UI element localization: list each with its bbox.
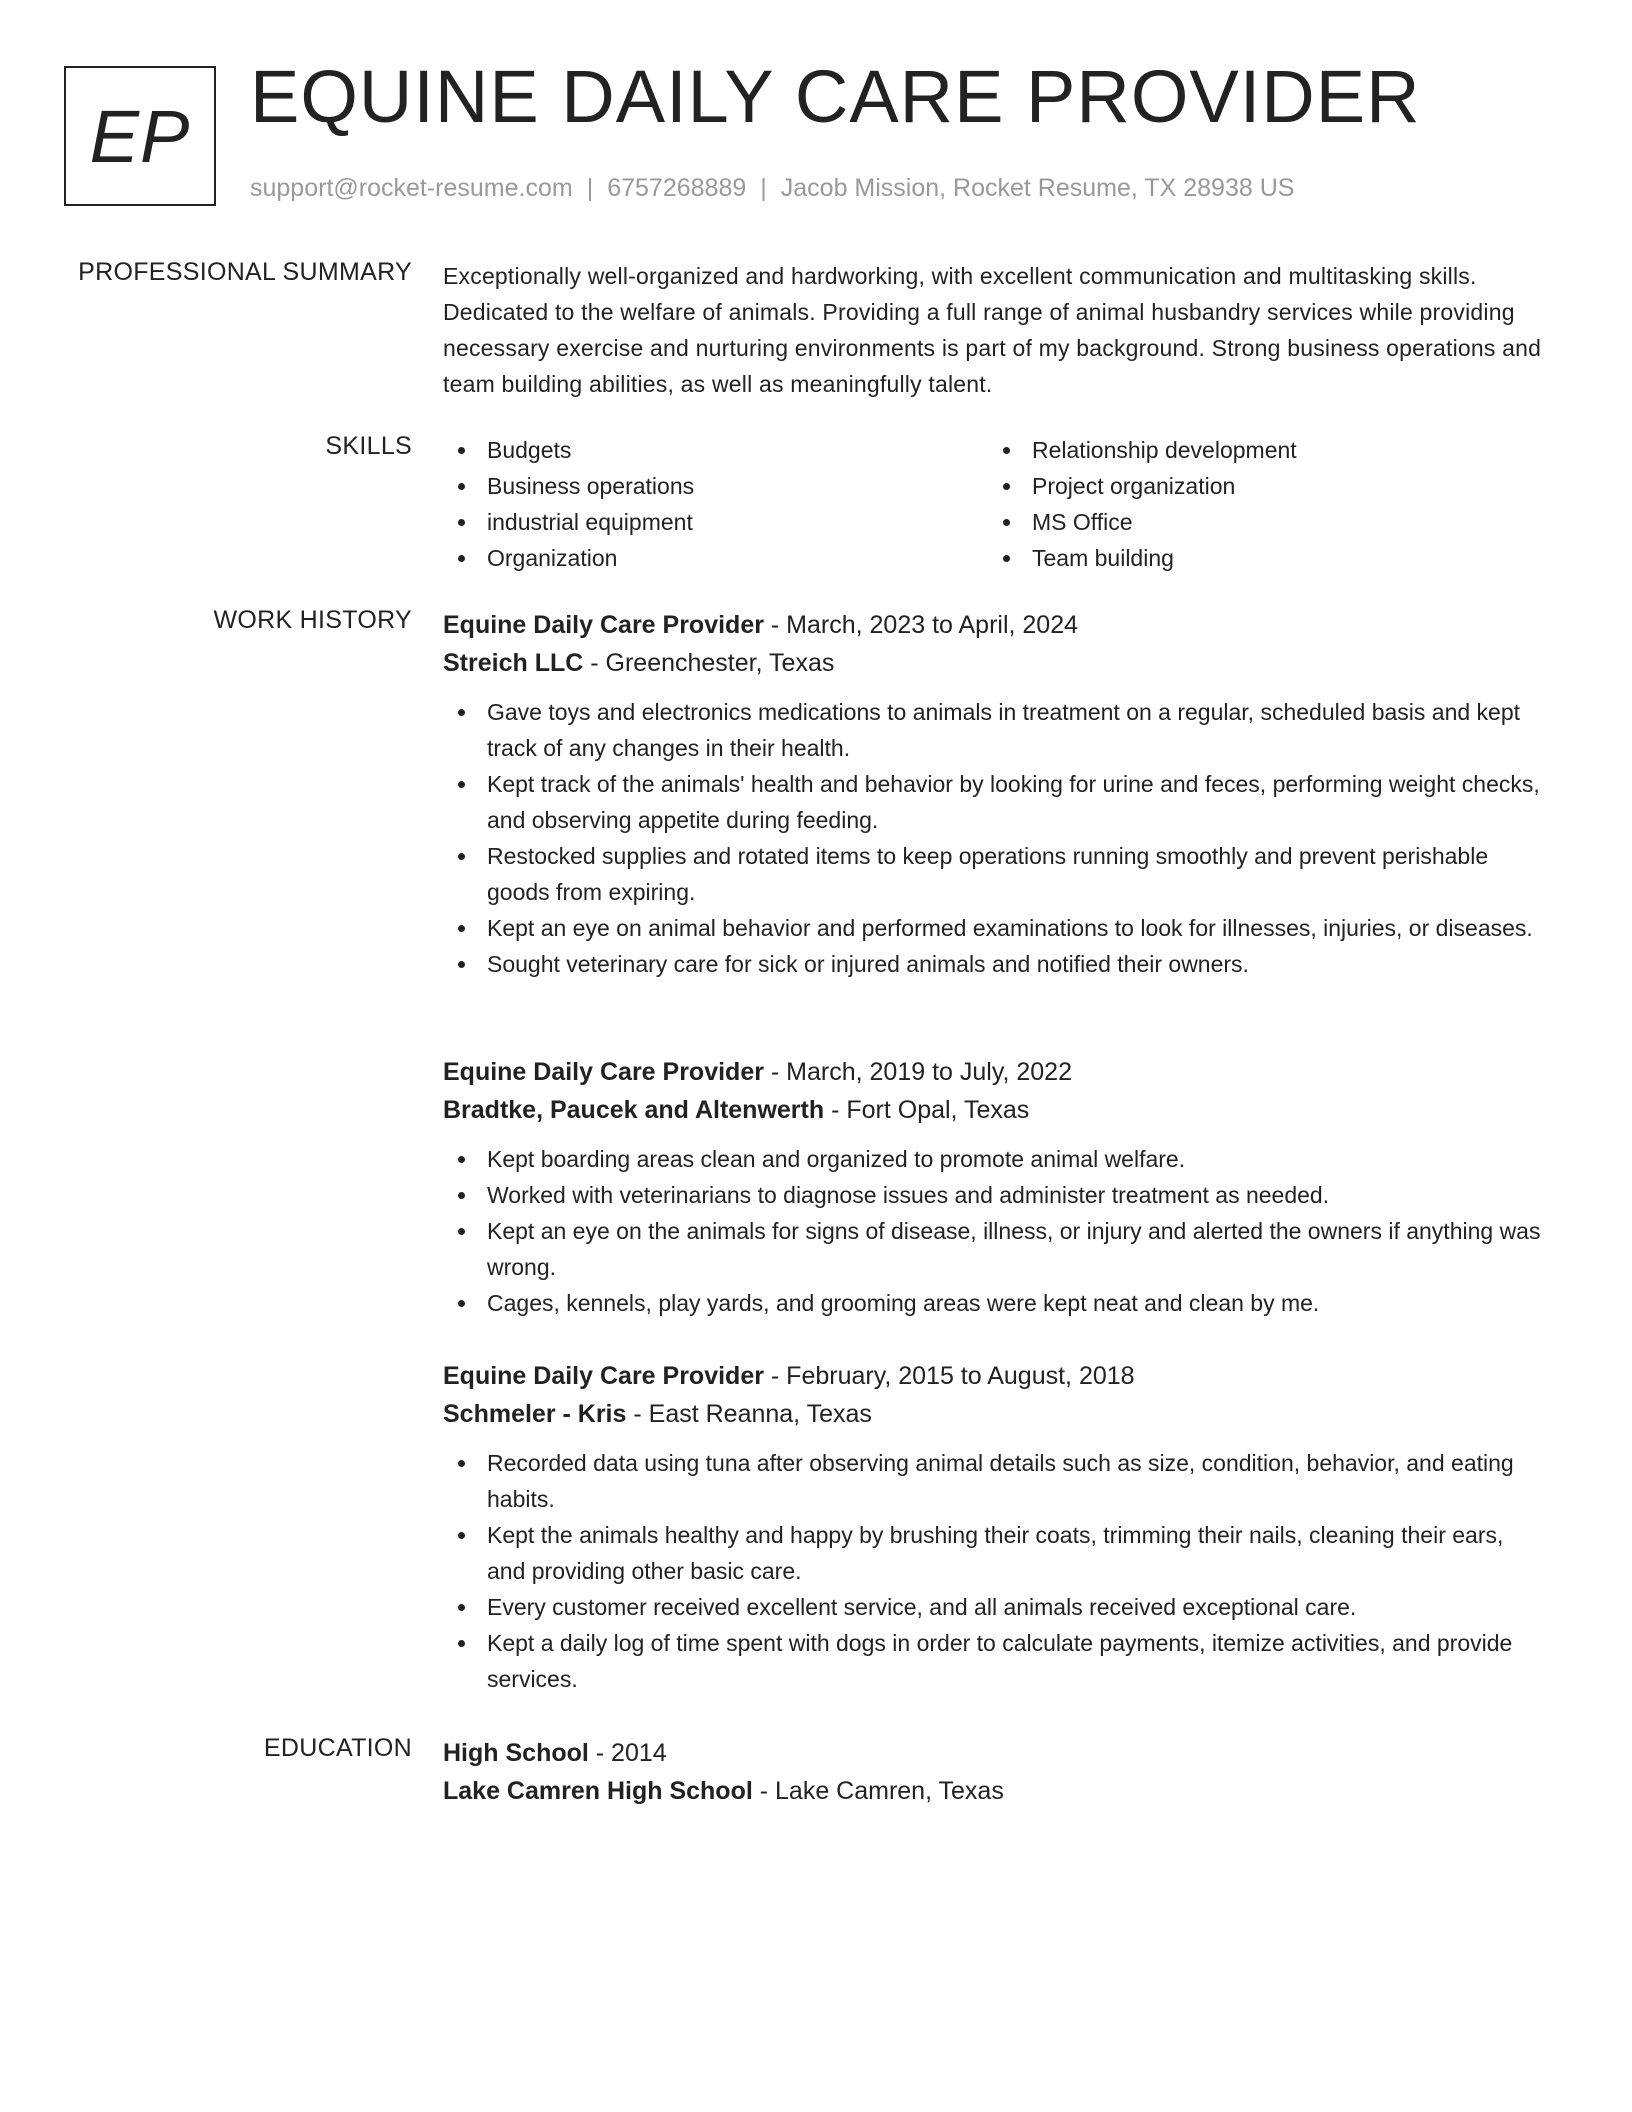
- skill-item: [988, 540, 1533, 576]
- contact-address: Jacob Mission, Rocket Resume, TX 28938 US: [780, 174, 1295, 202]
- contact-separator: |: [760, 174, 767, 202]
- job-title-line: [443, 606, 1543, 644]
- bullet-dot: [458, 709, 465, 716]
- job-bullet: [443, 1177, 1543, 1213]
- skills-grid: [443, 432, 1543, 576]
- job-entry: [443, 606, 1543, 982]
- bullet-text: Kept the animals healthy and happy by brushing their coats, trimming their nails, cleaning their ears, and providing other basic care.: [487, 1522, 1504, 1584]
- bullet-dot: [458, 555, 465, 562]
- job-bullet: [443, 766, 1543, 838]
- skill-item: [988, 468, 1533, 504]
- school-line: [443, 1772, 1543, 1810]
- work-history-heading: WORK HISTORY: [213, 606, 412, 634]
- bullet-dot: [458, 1604, 465, 1611]
- job-entry: [443, 1053, 1543, 1321]
- bullet-dot: [458, 1640, 465, 1647]
- bullet-dot: [1003, 555, 1010, 562]
- company-line: [443, 1091, 1543, 1129]
- skill-text: MS Office: [1032, 509, 1133, 535]
- skills-column-right: [988, 432, 1533, 576]
- bullet-text: Gave toys and electronics medications to animals in treatment on a regular, scheduled basis and kept track of any changes in their health.: [487, 699, 1521, 761]
- bullet-dot: [458, 925, 465, 932]
- skill-text: Team building: [1032, 545, 1174, 571]
- job-bullet: [443, 1213, 1543, 1285]
- bullet-dot: [458, 1192, 465, 1199]
- bullet-text: Sought veterinary care for sick or injured animals and notified their owners.: [487, 951, 1249, 977]
- job-title: Equine Daily Care Provider: [443, 611, 764, 639]
- job-bullet: [443, 1285, 1543, 1321]
- job-bullets: [443, 694, 1543, 982]
- job-title: Equine Daily Care Provider: [443, 1058, 764, 1086]
- summary-heading: PROFESSIONAL SUMMARY: [78, 258, 412, 286]
- contact-line: [250, 174, 1294, 203]
- bullet-dot: [458, 781, 465, 788]
- job-entry: [443, 1357, 1543, 1697]
- bullet-text: Kept a daily log of time spent with dogs in order to calculate payments, itemize activities, and provide services.: [487, 1630, 1513, 1692]
- monogram-box: [64, 66, 216, 206]
- skill-text: Organization: [487, 545, 618, 571]
- bullet-text: Restocked supplies and rotated items to keep operations running smoothly and prevent perishable goods from expiring.: [487, 843, 1489, 905]
- skill-item: [443, 540, 988, 576]
- job-bullet: [443, 838, 1543, 910]
- job-bullet: [443, 694, 1543, 766]
- job-bullet: [443, 910, 1543, 946]
- summary-body: [443, 258, 1543, 402]
- contact-email[interactable]: support@rocket-resume.com: [250, 174, 573, 202]
- bullet-dot: [1003, 447, 1010, 454]
- job-dates: - February, 2015 to August, 2018: [763, 1362, 1135, 1390]
- company-location: - Greenchester, Texas: [583, 649, 835, 677]
- job-bullet: [443, 1141, 1543, 1177]
- bullet-dot: [458, 519, 465, 526]
- job-bullet: [443, 1589, 1543, 1625]
- bullet-text: Every customer received excellent service, and all animals received exceptional care.: [487, 1594, 1357, 1620]
- bullet-dot: [458, 853, 465, 860]
- bullet-dot: [1003, 519, 1010, 526]
- bullet-dot: [1003, 483, 1010, 490]
- degree: High School: [443, 1739, 589, 1767]
- job-bullet: [443, 946, 1543, 982]
- bullet-dot: [458, 1300, 465, 1307]
- resume-title: EQUINE DAILY CARE PROVIDER: [250, 55, 1421, 138]
- bullet-text: Kept an eye on the animals for signs of disease, illness, or injury and alerted the owners if anything was wrong.: [487, 1218, 1541, 1280]
- company-location: - East Reanna, Texas: [626, 1400, 872, 1428]
- job-title-line: [443, 1053, 1543, 1091]
- education-body: [443, 1734, 1543, 1822]
- skill-item: [443, 468, 988, 504]
- bullet-text: Recorded data using tuna after observing animal details such as size, condition, behavior, and eating habits.: [487, 1450, 1514, 1512]
- job-dates: - March, 2023 to April, 2024: [763, 611, 1079, 639]
- bullet-dot: [458, 961, 465, 968]
- job-title: Equine Daily Care Provider: [443, 1362, 764, 1390]
- company-name: Streich LLC: [443, 649, 584, 677]
- job-bullet: [443, 1625, 1543, 1697]
- bullet-dot: [458, 447, 465, 454]
- skill-text: Budgets: [487, 437, 572, 463]
- bullet-text: Kept an eye on animal behavior and performed examinations to look for illnesses, injuries, or diseases.: [487, 915, 1533, 941]
- skill-text: Business operations: [487, 473, 695, 499]
- bullet-text: Cages, kennels, play yards, and grooming areas were kept neat and clean by me.: [487, 1290, 1320, 1316]
- skill-item: [988, 504, 1533, 540]
- bullet-dot: [458, 1228, 465, 1235]
- skill-text: Project organization: [1032, 473, 1236, 499]
- bullet-text: Kept track of the animals' health and behavior by looking for urine and feces, performing weight checks, and observing appetite during feeding.: [487, 771, 1540, 833]
- skill-item: [988, 432, 1533, 468]
- education-heading: EDUCATION: [263, 1734, 412, 1762]
- bullet-text: Worked with veterinarians to diagnose issues and administer treatment as needed.: [487, 1182, 1330, 1208]
- skill-item: [443, 432, 988, 468]
- company-name: Bradtke, Paucek and Altenwerth: [443, 1096, 825, 1124]
- company-location: - Fort Opal, Texas: [824, 1096, 1030, 1124]
- school-name: Lake Camren High School: [443, 1777, 753, 1805]
- bullet-dot: [458, 1532, 465, 1539]
- job-dates: - March, 2019 to July, 2022: [763, 1058, 1072, 1086]
- skills-column-left: [443, 432, 988, 576]
- degree-line: [443, 1734, 1543, 1772]
- summary-text: Exceptionally well-organized and hardworking, with excellent communication and multitasking skills. Dedicated to the welfare of animals. Providing a full range of animal husbandry services while providing necessary exercise and nurturing environments is part of my background. Strong business operations and team building abilities, as well as meaningfully talent.: [443, 263, 1542, 397]
- graduation-year: - 2014: [588, 1739, 667, 1767]
- company-name: Schmeler - Kris: [443, 1400, 627, 1428]
- job-bullets: [443, 1141, 1543, 1321]
- skills-heading: SKILLS: [325, 432, 412, 460]
- bullet-dot: [458, 483, 465, 490]
- company-line: [443, 1395, 1543, 1433]
- bullet-dot: [458, 1156, 465, 1163]
- company-line: [443, 644, 1543, 682]
- skill-text: industrial equipment: [487, 509, 693, 535]
- bullet-text: Kept boarding areas clean and organized to promote animal welfare.: [487, 1146, 1186, 1172]
- contact-separator: |: [586, 174, 594, 202]
- job-bullets: [443, 1445, 1543, 1697]
- skill-text: Relationship development: [1032, 437, 1297, 463]
- monogram-initials: EP: [89, 94, 191, 178]
- skill-item: [443, 504, 988, 540]
- job-bullet: [443, 1517, 1543, 1589]
- bullet-dot: [458, 1460, 465, 1467]
- school-location: - Lake Camren, Texas: [752, 1777, 1004, 1805]
- job-title-line: [443, 1357, 1543, 1395]
- job-bullet: [443, 1445, 1543, 1517]
- contact-phone[interactable]: 6757268889: [607, 174, 747, 202]
- skills-body: [443, 432, 1543, 576]
